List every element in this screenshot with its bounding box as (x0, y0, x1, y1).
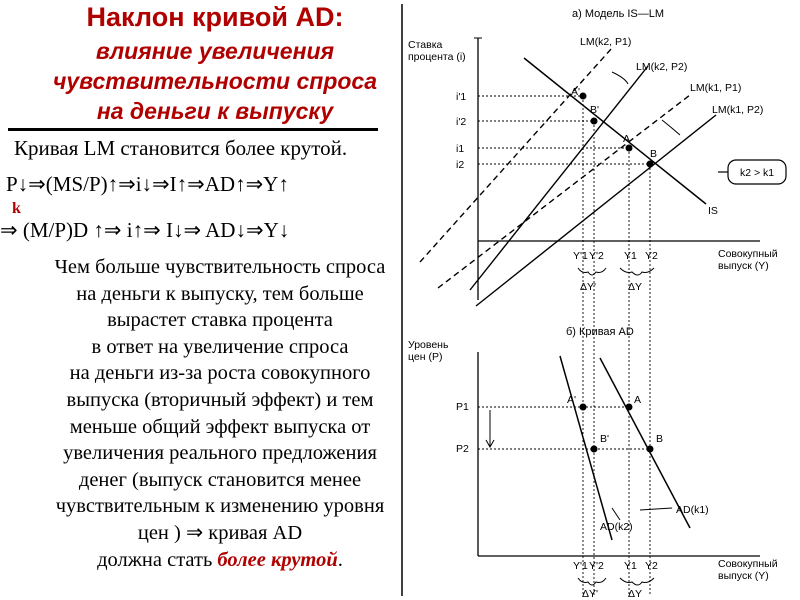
statement: Кривая LM становится более крутой. (14, 136, 348, 160)
fig-a-ylabel-1: Ставка (408, 39, 443, 51)
brace-dy-prime (578, 268, 606, 275)
tick-p2: P2 (456, 443, 469, 455)
paragraph-line: цен ) ⇒ кривая AD (137, 521, 303, 544)
tick-i2-prime: i'2 (456, 116, 467, 128)
slide-title: Наклон кривой AD: (86, 2, 344, 32)
label-lm-k1-p1: LM(k1, P1) (690, 82, 742, 94)
point-label-b: B (650, 148, 658, 160)
tick-y2-prime: Y'2 (589, 250, 604, 262)
label-lm-k1-p2: LM(k1, P2) (712, 104, 764, 116)
tick-y1: Y1 (624, 250, 637, 262)
label-lm-k2-p1: LM(k2, P1) (580, 36, 632, 48)
paragraph-last-prefix: должна стать (97, 548, 218, 571)
paragraph-line: на деньги из-за роста совокупного (69, 362, 371, 385)
figure-b (478, 352, 760, 585)
label-is: IS (708, 205, 718, 217)
shift-arrow-k1 (662, 120, 680, 135)
subtitle-line-3: на деньги к выпуску (96, 98, 334, 124)
fig-b-ylabel-1: Уровень (408, 339, 449, 351)
fig-a-xlabel-1: Совокупный (718, 248, 778, 260)
curve-lm-k2-p2 (470, 66, 648, 290)
point-a (626, 145, 633, 152)
paragraph-line: выпуска (вторичный эффект) и тем (66, 388, 374, 411)
curve-ad-k1 (600, 358, 690, 528)
fig-a-xlabel-2: выпуск (Y) (718, 260, 769, 272)
paragraph-line: денег (выпуск становится менее (78, 468, 362, 491)
fig-b-caption: б) Кривая AD (566, 326, 634, 338)
tick-i1-prime: i'1 (456, 91, 467, 103)
paragraph-line: в ответ на увеличение спроса (91, 335, 349, 358)
curve-lm-k1-p2 (476, 115, 716, 306)
tick-y1-prime: Y'1 (573, 250, 588, 262)
paragraph-last-suffix: . (337, 548, 343, 571)
fig-b-xlabel-2: выпуск (Y) (718, 570, 769, 582)
tick-i2: i2 (456, 159, 465, 171)
fig-a-ylabel-2: процента (i) (408, 51, 466, 63)
formula-k: k (12, 200, 21, 217)
brace-b-dy (620, 578, 654, 585)
point-label-b-prime: B' (590, 104, 600, 116)
brace-b-dy-prime (578, 578, 606, 585)
brace-dy (620, 268, 654, 275)
formula-2: ⇒ (M/P)D ↑⇒ i↑⇒ I↓⇒ AD↓⇒Y↓ (0, 218, 290, 242)
label-ad-k2: AD(k2) (600, 521, 633, 533)
fig-a-caption: а) Модель IS—LM (572, 8, 665, 20)
point-a-prime (580, 93, 587, 100)
subtitle-line-1: влияние увеличения (95, 38, 335, 64)
label-ad-k1: AD(k1) (676, 504, 709, 516)
tick-i1: i1 (456, 143, 465, 155)
paragraph-line: вырастет ставка процента (107, 309, 333, 332)
shift-arrow-k2 (612, 72, 628, 84)
tick-b-y2: Y2 (645, 560, 658, 572)
curve-is (524, 58, 706, 204)
point-label-a-prime: A' (571, 86, 581, 98)
subtitle-line-2: чувствительности спроса (52, 68, 378, 94)
point-b-b (647, 446, 654, 453)
curve-ad-k2 (560, 356, 612, 540)
point-label-a: A (623, 133, 631, 145)
paragraph-line: Чем больше чувствительность спроса (54, 256, 386, 278)
fig-b-xlabel-1: Совокупный (718, 558, 778, 570)
fig-b-ylabel-2: цен (P) (408, 351, 443, 363)
figure-a (420, 38, 786, 596)
formula-1: P↓⇒(MS/P)↑⇒i↓⇒I↑⇒AD↑⇒Y↑ (6, 172, 289, 196)
k-inequality: k2 > k1 (740, 167, 775, 179)
label-lm-k2-p2: LM(k2, P2) (636, 61, 688, 73)
point-label-b-a: A (634, 394, 642, 406)
point-b (647, 161, 654, 168)
point-b-a (626, 404, 633, 411)
tick-b-y1: Y1 (624, 560, 637, 572)
tick-b-y2-prime: Y'2 (589, 560, 604, 572)
delta-b-y: ΔY (628, 588, 643, 600)
paragraph-line: увеличения реального предложения (63, 442, 377, 465)
paragraph-line: чувствительным к изменению уровня (55, 495, 385, 518)
paragraph-line: на деньги к выпуску, тем больше (76, 282, 364, 305)
point-label-b-b: B (656, 433, 664, 445)
tick-p1: P1 (456, 401, 469, 413)
delta-y-prime: ΔY' (580, 281, 597, 293)
point-label-b-b-prime: B' (600, 433, 610, 445)
point-label-b-a-prime: A' (567, 394, 577, 406)
paragraph-line: меньше общий эффект выпуска от (69, 415, 371, 438)
fig-b-points (580, 404, 654, 453)
delta-b-y-prime: ΔY' (582, 588, 599, 600)
point-b-a-prime (580, 404, 587, 411)
point-b-b-prime (591, 446, 598, 453)
tick-y2: Y2 (645, 250, 658, 262)
fig-b-guides (478, 407, 650, 449)
delta-y: ΔY (628, 281, 643, 293)
point-b-prime (591, 118, 598, 125)
paragraph-emphasis: более крутой (217, 548, 338, 571)
tick-b-y1-prime: Y'1 (573, 560, 588, 572)
